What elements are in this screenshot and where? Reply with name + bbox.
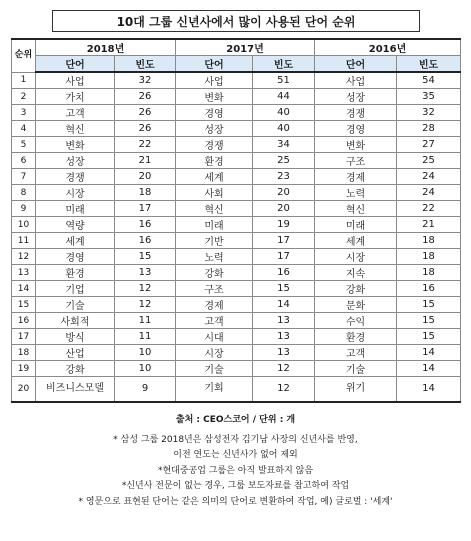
table-row	[12, 217, 461, 233]
freq-cell-2018: 22	[115, 137, 176, 153]
column-header-row	[12, 56, 461, 73]
rank-cell: 14	[12, 281, 36, 297]
rank-cell: 12	[12, 249, 36, 265]
word-cell-2017: 변화	[176, 89, 253, 105]
table-row	[12, 121, 461, 137]
freq-cell-2016: 54	[397, 72, 461, 89]
freq-cell-2018: 15	[115, 249, 176, 265]
freq-cell-2016: 15	[397, 313, 461, 329]
table-row	[12, 233, 461, 249]
table-row	[12, 313, 461, 329]
freq-cell-2017: 25	[253, 153, 315, 169]
word-cell-2018: 산업	[36, 345, 115, 361]
freq-header: 빈도	[253, 56, 315, 73]
freq-cell-2016: 14	[397, 377, 461, 402]
table-row	[12, 265, 461, 281]
freq-cell-2016: 32	[397, 105, 461, 121]
rank-cell: 8	[12, 185, 36, 201]
freq-cell-2017: 40	[253, 121, 315, 137]
word-cell-2016: 시장	[315, 249, 397, 265]
freq-header: 빈도	[397, 56, 461, 73]
word-cell-2016: 변화	[315, 137, 397, 153]
freq-cell-2016: 18	[397, 249, 461, 265]
freq-cell-2017: 12	[253, 377, 315, 402]
word-cell-2016: 경영	[315, 121, 397, 137]
footnote-4: * 영문으로 표현된 단어는 같은 의미의 단어로 변환하여 작업, 예) 글로벌 : '세계'	[78, 496, 393, 507]
word-cell-2018: 사업	[36, 72, 115, 89]
freq-cell-2017: 40	[253, 105, 315, 121]
word-cell-2016: 위기	[315, 377, 397, 402]
word-cell-2017: 경제	[176, 297, 253, 313]
freq-cell-2018: 26	[115, 89, 176, 105]
word-cell-2016: 환경	[315, 329, 397, 345]
rank-cell: 1	[12, 72, 36, 89]
year-header-2016: 2016년	[315, 39, 461, 56]
word-cell-2018: 혁신	[36, 121, 115, 137]
rank-cell: 20	[12, 377, 36, 402]
freq-cell-2016: 28	[397, 121, 461, 137]
word-cell-2017: 사회	[176, 185, 253, 201]
word-cell-2017: 미래	[176, 217, 253, 233]
year-header-2018: 2018년	[36, 39, 176, 56]
table-row	[12, 201, 461, 217]
word-cell-2018: 성장	[36, 153, 115, 169]
word-cell-2017: 기술	[176, 361, 253, 377]
word-cell-2018: 역량	[36, 217, 115, 233]
word-rank-table	[11, 38, 461, 403]
freq-cell-2016: 25	[397, 153, 461, 169]
rank-cell: 7	[12, 169, 36, 185]
freq-cell-2018: 26	[115, 121, 176, 137]
word-header: 단어	[36, 56, 115, 73]
table-row	[12, 137, 461, 153]
word-cell-2018: 경쟁	[36, 169, 115, 185]
freq-cell-2016: 18	[397, 265, 461, 281]
freq-cell-2017: 14	[253, 297, 315, 313]
freq-cell-2017: 23	[253, 169, 315, 185]
word-cell-2018: 세계	[36, 233, 115, 249]
rank-cell: 10	[12, 217, 36, 233]
word-cell-2018: 사회적	[36, 313, 115, 329]
freq-cell-2016: 35	[397, 89, 461, 105]
rank-cell: 13	[12, 265, 36, 281]
word-cell-2017: 고객	[176, 313, 253, 329]
word-cell-2016: 성장	[315, 89, 397, 105]
table-row	[12, 185, 461, 201]
notes	[11, 413, 460, 510]
rank-cell: 2	[12, 89, 36, 105]
rank-cell: 15	[12, 297, 36, 313]
freq-cell-2017: 44	[253, 89, 315, 105]
table-row	[12, 329, 461, 345]
word-cell-2016: 강화	[315, 281, 397, 297]
word-cell-2017: 구조	[176, 281, 253, 297]
table-body	[12, 72, 461, 402]
word-cell-2018: 기업	[36, 281, 115, 297]
rank-cell: 4	[12, 121, 36, 137]
table-row	[12, 105, 461, 121]
word-cell-2018: 비즈니스모델	[36, 377, 115, 402]
freq-cell-2018: 16	[115, 217, 176, 233]
word-cell-2016: 혁신	[315, 201, 397, 217]
freq-cell-2017: 13	[253, 313, 315, 329]
freq-cell-2016: 27	[397, 137, 461, 153]
footnote-1: * 삼성 그룹 2018년은 삼성전자 김기남 사장의 신년사를 반영,	[113, 434, 358, 445]
table-title: 10대 그룹 신년사에서 많이 사용된 단어 순위	[52, 10, 420, 32]
word-cell-2017: 강화	[176, 265, 253, 281]
table-row	[12, 281, 461, 297]
freq-cell-2016: 14	[397, 345, 461, 361]
word-header: 단어	[315, 56, 397, 73]
word-cell-2018: 환경	[36, 265, 115, 281]
word-cell-2018: 가치	[36, 89, 115, 105]
word-cell-2017: 세계	[176, 169, 253, 185]
freq-cell-2017: 51	[253, 72, 315, 89]
rank-cell: 9	[12, 201, 36, 217]
rank-cell: 19	[12, 361, 36, 377]
word-cell-2016: 경제	[315, 169, 397, 185]
freq-cell-2017: 17	[253, 233, 315, 249]
year-header-row	[12, 39, 461, 56]
table-row	[12, 377, 461, 402]
word-cell-2017: 사업	[176, 72, 253, 89]
word-cell-2018: 방식	[36, 329, 115, 345]
rank-cell: 6	[12, 153, 36, 169]
freq-cell-2017: 20	[253, 185, 315, 201]
word-cell-2017: 기반	[176, 233, 253, 249]
freq-cell-2018: 16	[115, 233, 176, 249]
word-cell-2016: 지속	[315, 265, 397, 281]
freq-cell-2016: 24	[397, 169, 461, 185]
freq-cell-2016: 16	[397, 281, 461, 297]
freq-cell-2018: 10	[115, 361, 176, 377]
rank-cell: 3	[12, 105, 36, 121]
word-cell-2016: 미래	[315, 217, 397, 233]
footnote-3: *신년사 전문이 없는 경우, 그룹 보도자료를 참고하여 작업	[121, 481, 350, 491]
freq-cell-2018: 18	[115, 185, 176, 201]
rank-cell: 16	[12, 313, 36, 329]
table-row	[12, 153, 461, 169]
freq-cell-2016: 15	[397, 329, 461, 345]
word-cell-2016: 구조	[315, 153, 397, 169]
word-cell-2018: 고객	[36, 105, 115, 121]
word-cell-2017: 시장	[176, 345, 253, 361]
freq-cell-2018: 11	[115, 313, 176, 329]
rank-header: 순위	[12, 39, 36, 72]
word-cell-2018: 시장	[36, 185, 115, 201]
word-cell-2018: 경영	[36, 249, 115, 265]
word-cell-2017: 환경	[176, 153, 253, 169]
freq-cell-2017: 13	[253, 345, 315, 361]
freq-header: 빈도	[115, 56, 176, 73]
word-cell-2017: 혁신	[176, 201, 253, 217]
freq-cell-2018: 26	[115, 105, 176, 121]
table-row	[12, 345, 461, 361]
word-cell-2018: 강화	[36, 361, 115, 377]
freq-cell-2017: 15	[253, 281, 315, 297]
freq-cell-2016: 18	[397, 233, 461, 249]
word-cell-2018: 변화	[36, 137, 115, 153]
rank-cell: 11	[12, 233, 36, 249]
word-cell-2016: 경쟁	[315, 105, 397, 121]
freq-cell-2016: 24	[397, 185, 461, 201]
freq-cell-2017: 19	[253, 217, 315, 233]
word-cell-2016: 문화	[315, 297, 397, 313]
freq-cell-2017: 13	[253, 329, 315, 345]
word-cell-2017: 경쟁	[176, 137, 253, 153]
freq-cell-2018: 13	[115, 265, 176, 281]
word-cell-2017: 시대	[176, 329, 253, 345]
freq-cell-2018: 21	[115, 153, 176, 169]
freq-cell-2017: 17	[253, 249, 315, 265]
word-cell-2018: 미래	[36, 201, 115, 217]
word-cell-2017: 기회	[176, 377, 253, 402]
word-cell-2016: 기술	[315, 361, 397, 377]
word-cell-2017: 노력	[176, 249, 253, 265]
freq-cell-2017: 20	[253, 201, 315, 217]
freq-cell-2017: 34	[253, 137, 315, 153]
source-note: 출처 : CEO스코어 / 단위 : 개	[175, 415, 296, 425]
table-row	[12, 297, 461, 313]
word-cell-2016: 수익	[315, 313, 397, 329]
rank-cell: 18	[12, 345, 36, 361]
word-cell-2018: 기술	[36, 297, 115, 313]
freq-cell-2018: 20	[115, 169, 176, 185]
year-header-2017: 2017년	[176, 39, 315, 56]
word-header: 단어	[176, 56, 253, 73]
freq-cell-2018: 32	[115, 72, 176, 89]
freq-cell-2018: 10	[115, 345, 176, 361]
word-cell-2017: 성장	[176, 121, 253, 137]
table-row	[12, 72, 461, 89]
freq-cell-2016: 22	[397, 201, 461, 217]
freq-cell-2018: 17	[115, 201, 176, 217]
freq-cell-2016: 14	[397, 361, 461, 377]
freq-cell-2018: 12	[115, 297, 176, 313]
freq-cell-2017: 12	[253, 361, 315, 377]
word-cell-2016: 고객	[315, 345, 397, 361]
word-cell-2016: 노력	[315, 185, 397, 201]
footnote-1-cont: 이전 연도는 신년사가 없어 제외	[173, 450, 298, 460]
table-row	[12, 249, 461, 265]
freq-cell-2016: 15	[397, 297, 461, 313]
word-cell-2017: 경영	[176, 105, 253, 121]
footnote-2: *현대중공업 그룹은 아직 발표하지 않음	[157, 465, 314, 476]
word-cell-2016: 세계	[315, 233, 397, 249]
freq-cell-2017: 16	[253, 265, 315, 281]
freq-cell-2018: 11	[115, 329, 176, 345]
rank-cell: 17	[12, 329, 36, 345]
freq-cell-2016: 21	[397, 217, 461, 233]
table-row	[12, 361, 461, 377]
rank-cell: 5	[12, 137, 36, 153]
table-row	[12, 89, 461, 105]
freq-cell-2018: 9	[115, 377, 176, 402]
table-row	[12, 169, 461, 185]
word-cell-2016: 사업	[315, 72, 397, 89]
freq-cell-2018: 12	[115, 281, 176, 297]
